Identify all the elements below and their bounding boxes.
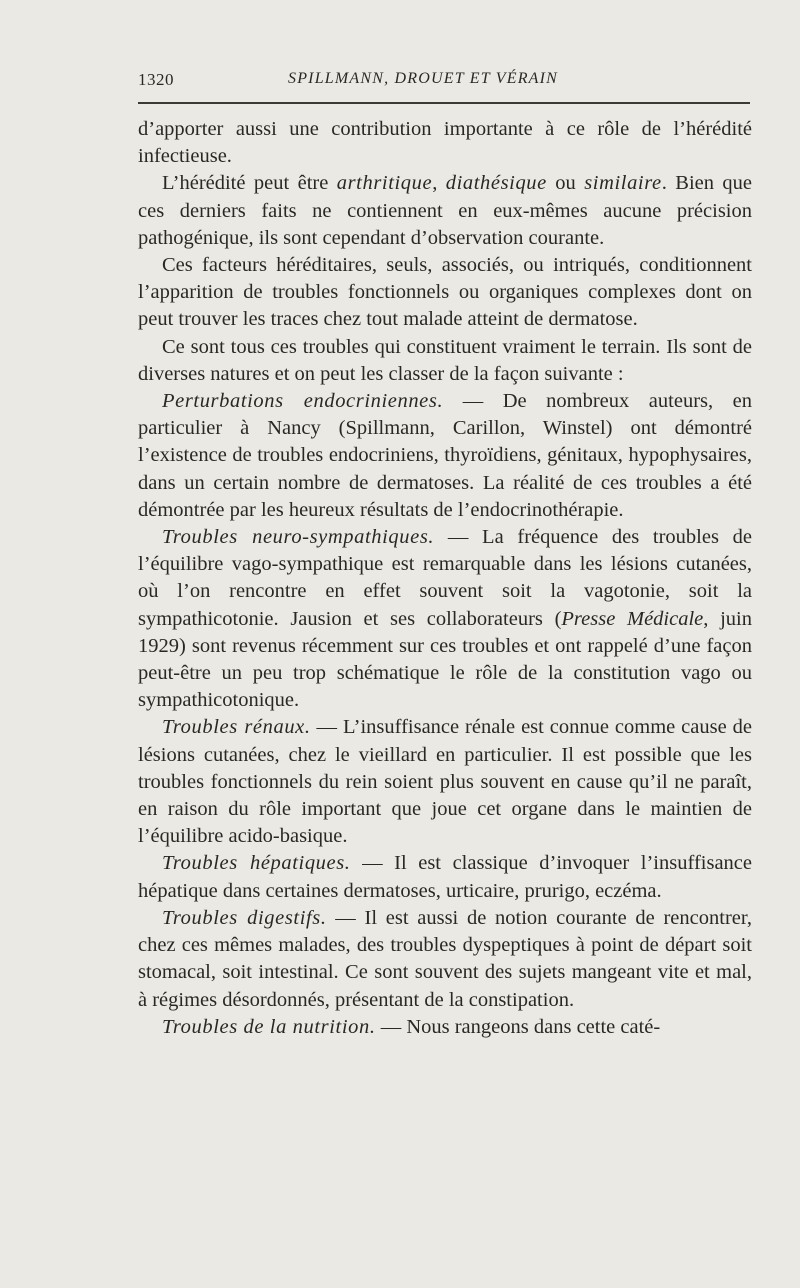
section-nutrition [138, 1014, 752, 1041]
article-text [138, 116, 752, 1041]
section-title: Troubles neuro-sympathiques. [162, 526, 435, 549]
section-endocrine [138, 388, 752, 524]
paragraph-facteurs [138, 252, 752, 334]
paragraph-text: — L’insuffisance rénale est connue comme cause de lésions cutanées, chez le vieillard en particulier. Il est possible que les troubles fonctionnels du rein soient plus souvent en cause qu’il ne paraît, en raison du rôle important que joue cet organe dans le maintien de l’équilibre acido-basique. [138, 716, 752, 848]
section-title: Troubles rénaux. [162, 716, 311, 739]
italic-term: diathésique [445, 172, 547, 195]
section-neuro-sympathique [138, 524, 752, 714]
section-digestif [138, 905, 752, 1014]
paragraph-text: L’hérédité peut être [162, 172, 337, 195]
header-rule [138, 102, 750, 104]
section-title: Perturbations endocriniennes. [162, 390, 444, 413]
paragraph-text: — Il est aussi de notion courante de rencontrer, chez ces mêmes malades, des troubles dyspeptiques à point de départ soit stomacal, soit intestinal. Ce sont souvent des sujets mangeant vite et mal, à régimes désordonnés, présentant de la constipation. [138, 906, 752, 1011]
running-title: SPILLMANN, DROUET ET VÉRAIN [288, 70, 559, 87]
paragraph-text: , juin 1929) sont revenus récemment sur ces troubles et ont rappelé d’une façon peut-être un peu trop schématique le rôle de la constitution vago ou sympathicotonique. [138, 607, 752, 712]
page-number: 1320 [138, 70, 174, 89]
paragraph-text: . Bien que ces derniers faits ne contiennent en eux-mêmes aucune précision pathogénique, ils sont cependant d’observation courante. [138, 172, 753, 249]
section-title: Troubles digestifs. [162, 906, 327, 929]
paragraph-text: — La fréquence des troubles de l’équilibre vago-sympathique est remarquable dans les lésions cutanées, où l’on rencontre en effet souvent soit la vagotonie, soit la sympathicotonie. Jausion et ses collaborateurs ( [138, 526, 752, 630]
paragraph-text: — De nombreux auteurs, en particulier à Nancy (Spillmann, Carillon, Winstel) ont démontré l’existence de troubles endocriniens, thyroïdiens, génitaux, hypophysaires, dans un certain nombre de dermatoses. La réalité de ces troubles a été démontrée par les heureux résultats de l’endocrinothérapie. [138, 390, 752, 521]
paragraph-text: — Il est classique d’invoquer l’insuffisance hépatique dans certaines dermatoses, urticaire, prurigo, eczéma. [138, 852, 752, 902]
paragraph-text: d’apporter aussi une contribution importante à ce rôle de l’hérédité infectieuse. [138, 118, 752, 168]
paragraph-text: , [432, 172, 446, 195]
paragraph-text: Ces facteurs héréditaires, seuls, associés, ou intriqués, conditionnent l’apparition de troubles fonctionnels ou organiques complexes dont on peut trouver les traces chez tout malade atteint de dermatose. [138, 254, 752, 331]
italic-term: similaire [584, 172, 662, 195]
paragraph-text: ou [546, 172, 585, 195]
page-header [138, 66, 748, 96]
paragraph-text: Ce sont tous ces troubles qui constituent vraiment le terrain. Ils sont de diverses natures et on peut les classer de la façon suivante : [138, 335, 752, 385]
italic-term: arthritique [336, 172, 433, 195]
section-title: Troubles hépatiques. [162, 852, 351, 875]
paragraph-continuation [138, 116, 752, 170]
section-title: Troubles de la nutrition. [162, 1015, 376, 1038]
section-renal [138, 714, 752, 850]
journal-title: Presse Médicale [561, 607, 704, 630]
paragraph-heredite [138, 170, 752, 252]
section-hepatique [138, 850, 752, 904]
paragraph-terrain [138, 334, 752, 388]
paragraph-text: — Nous rangeons dans cette caté- [375, 1015, 661, 1038]
